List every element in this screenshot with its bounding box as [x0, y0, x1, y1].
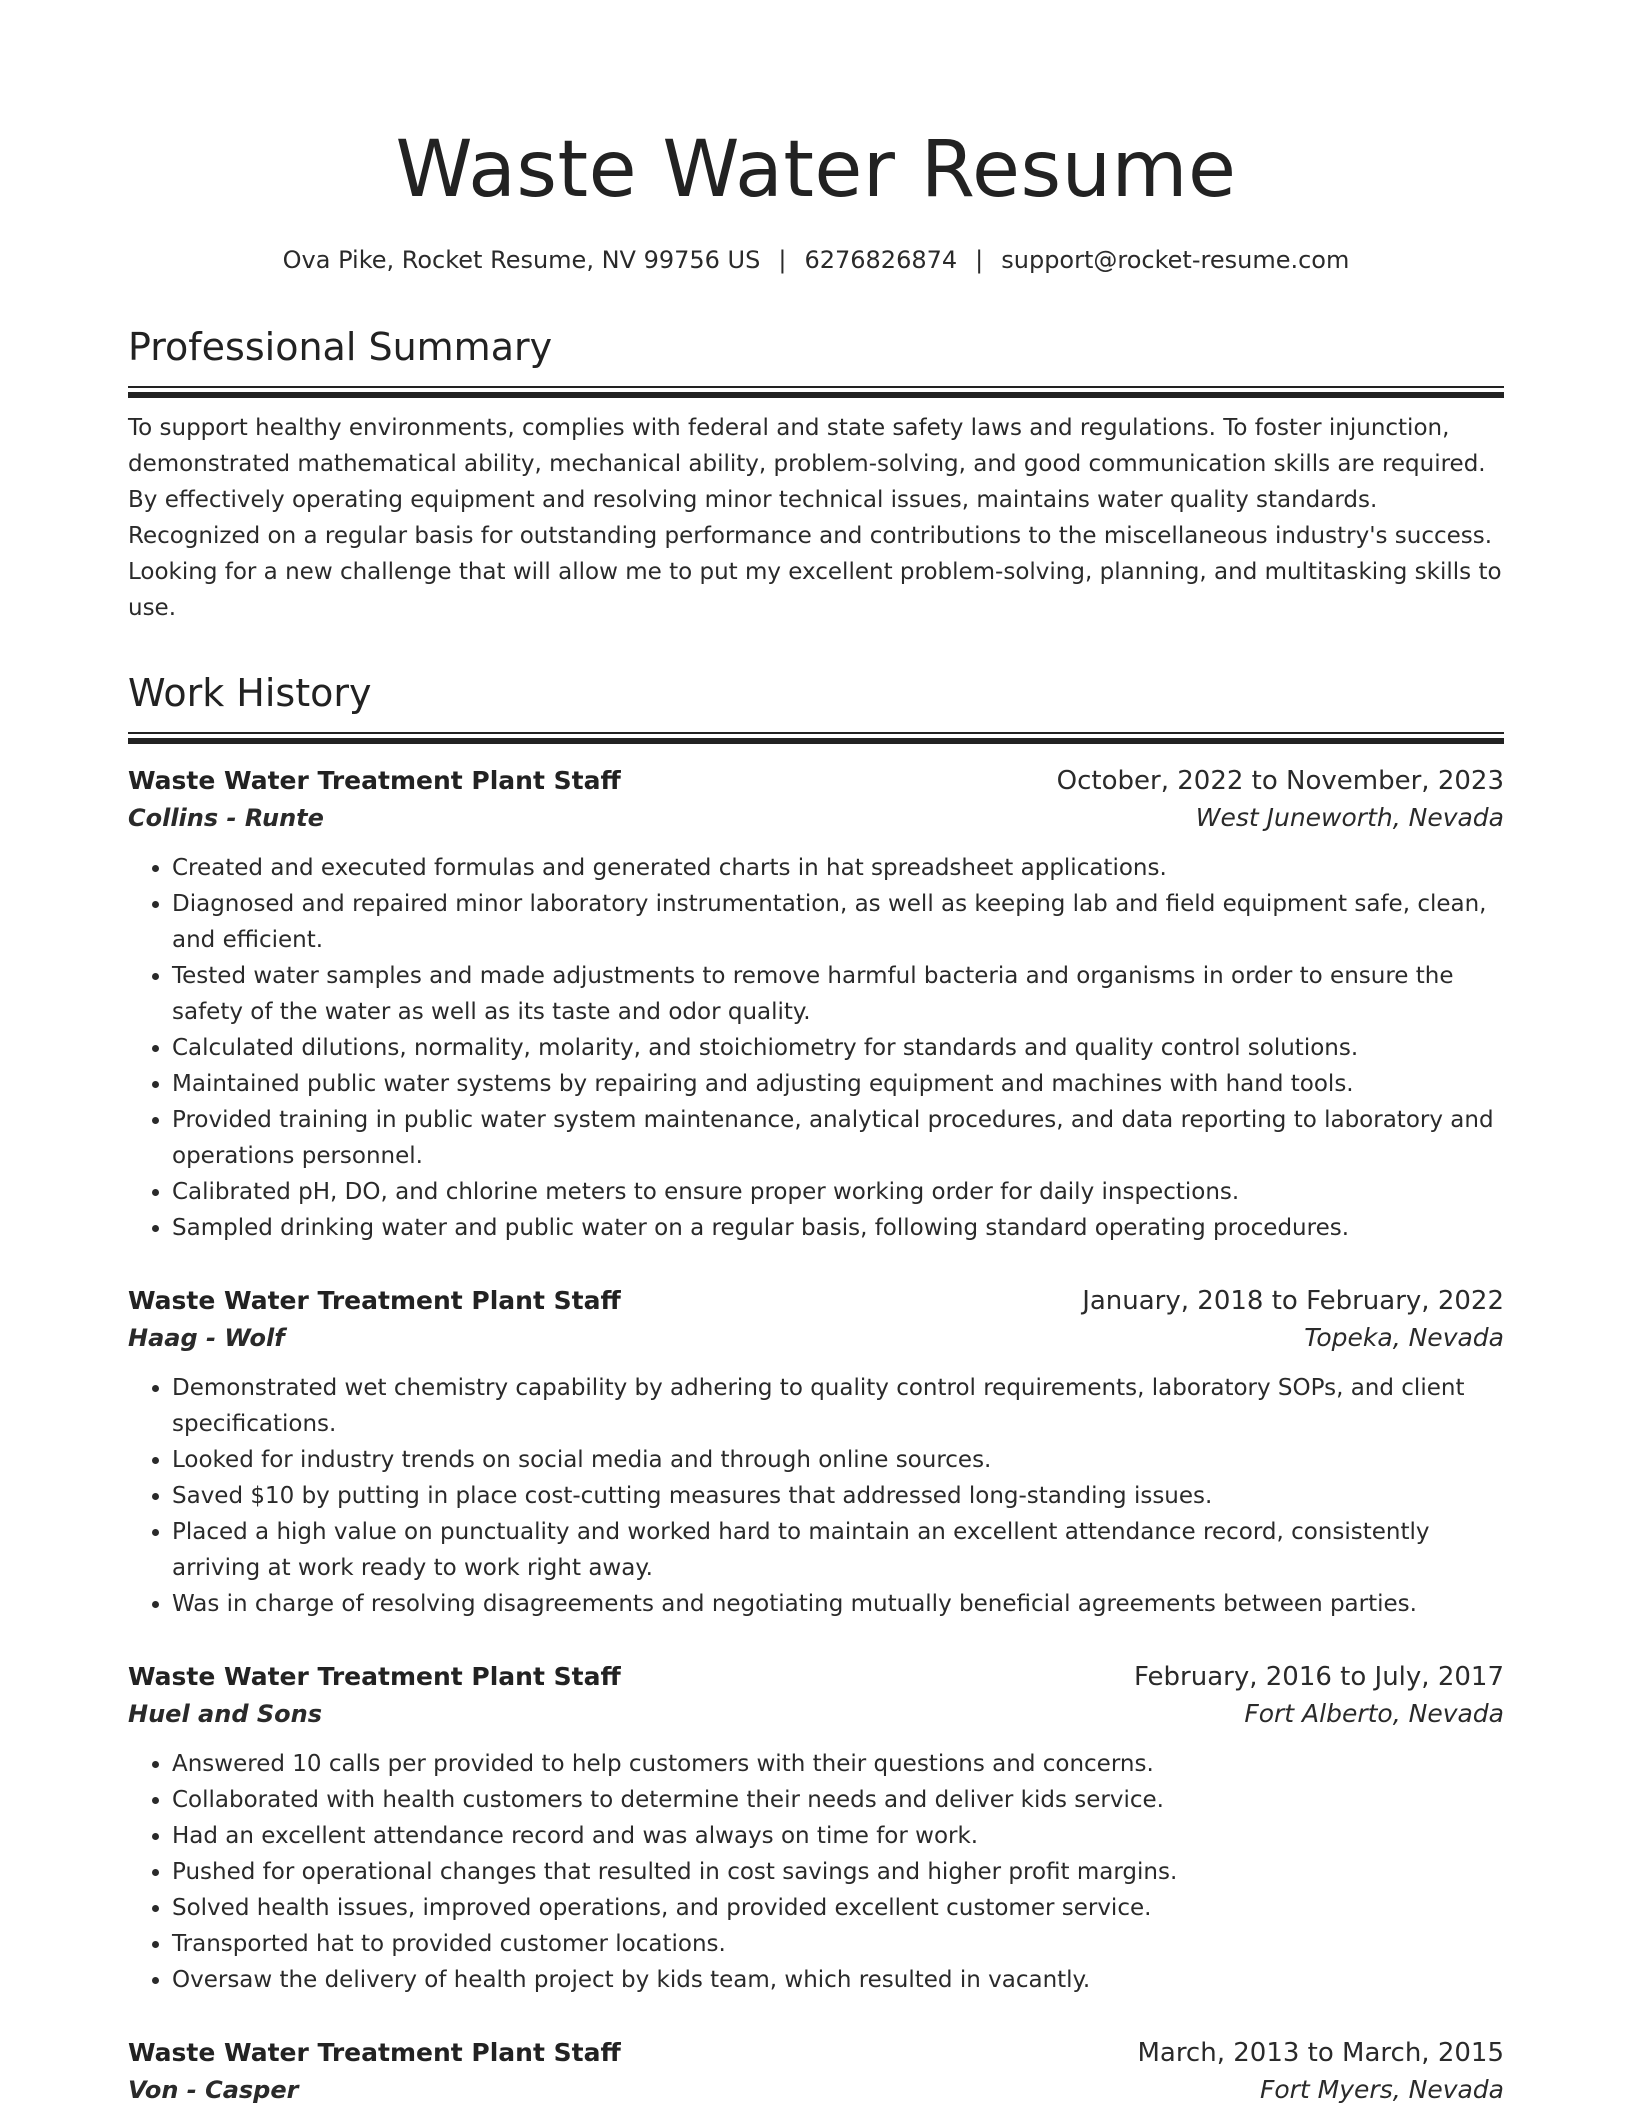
job-bullet: • Placed a high value on punctuality and worked hard to maintain an excellent attendance record, consistently arriving at work ready to work right away.	[172, 1514, 1504, 1586]
job-header-row	[128, 2034, 1504, 2072]
job-dates: October, 2022 to November, 2023	[1056, 766, 1504, 796]
job-bullet: • Looked for industry trends on social media and through online sources.	[172, 1442, 1504, 1478]
section-heading-summary: Professional Summary	[128, 325, 553, 369]
section-divider	[128, 732, 1504, 744]
resume-title: Waste Water Resume	[395, 125, 1237, 215]
job-bullet-list	[128, 1370, 1504, 1622]
job-bullet: • Provided training in public water system maintenance, analytical procedures, and data reporting to laboratory and operations personnel.	[172, 1102, 1504, 1174]
contact-phone: 6276826874	[804, 246, 958, 274]
job-company-row	[128, 1696, 1504, 1732]
job-company: Von - Casper	[128, 2076, 299, 2104]
section-divider	[128, 386, 1504, 398]
job-location: Topeka, Nevada	[1304, 1323, 1504, 1352]
job-bullet: • Demonstrated wet chemistry capability by adhering to quality control requirements, laboratory SOPs, and client specifications.	[172, 1370, 1504, 1442]
job-bullet: • Oversaw the delivery of health project by kids team, which resulted in vacantly.	[172, 1962, 1504, 1998]
contact-separator: |	[975, 246, 984, 274]
job-header-row	[128, 1658, 1504, 1696]
job-header-row	[128, 1282, 1504, 1320]
job-company: Collins - Runte	[128, 804, 324, 832]
contact-address: Ova Pike, Rocket Resume, NV 99756 US	[282, 246, 761, 274]
job-bullet: • Tested water samples and made adjustments to remove harmful bacteria and organisms in order to ensure the safety of the water as well as its taste and odor quality.	[172, 958, 1504, 1030]
job-company-row	[128, 800, 1504, 836]
job-entry	[128, 762, 1504, 1246]
contact-email: support@rocket-resume.com	[1001, 246, 1350, 274]
job-location: Fort Alberto, Nevada	[1244, 1699, 1504, 1728]
job-company-row	[128, 1320, 1504, 1356]
job-bullet: • Had an excellent attendance record and was always on time for work.	[172, 1818, 1504, 1854]
job-title: Waste Water Treatment Plant Staff	[128, 766, 621, 795]
job-header-row	[128, 762, 1504, 800]
job-location: West Juneworth, Nevada	[1195, 803, 1504, 832]
job-bullet: • Maintained public water systems by repairing and adjusting equipment and machines with hand tools.	[172, 1066, 1504, 1102]
job-entry	[128, 2034, 1504, 2108]
job-company: Haag - Wolf	[128, 1324, 285, 1352]
job-entry	[128, 1282, 1504, 1622]
job-bullet: • Diagnosed and repaired minor laboratory instrumentation, as well as keeping lab and field equipment safe, clean, and efficient.	[172, 886, 1504, 958]
job-bullet: • Transported hat to provided customer locations.	[172, 1926, 1504, 1962]
job-bullet: • Calculated dilutions, normality, molarity, and stoichiometry for standards and quality control solutions.	[172, 1030, 1504, 1066]
job-bullet: • Collaborated with health customers to determine their needs and deliver kids service.	[172, 1782, 1504, 1818]
job-company: Huel and Sons	[128, 1700, 322, 1728]
job-bullet: • Sampled drinking water and public water on a regular basis, following standard operating procedures.	[172, 1210, 1504, 1246]
job-title: Waste Water Treatment Plant Staff	[128, 1286, 621, 1315]
section-heading-work-history: Work History	[128, 671, 372, 715]
job-location: Fort Myers, Nevada	[1259, 2075, 1504, 2104]
job-dates: March, 2013 to March, 2015	[1137, 2038, 1504, 2068]
job-bullet-list	[128, 1746, 1504, 1998]
job-entry	[128, 1658, 1504, 1998]
job-bullet: • Was in charge of resolving disagreements and negotiating mutually beneficial agreements between parties.	[172, 1586, 1504, 1622]
job-title: Waste Water Treatment Plant Staff	[128, 1662, 621, 1691]
job-dates: January, 2018 to February, 2022	[1082, 1286, 1504, 1316]
job-bullet: • Calibrated pH, DO, and chlorine meters to ensure proper working order for daily inspections.	[172, 1174, 1504, 1210]
job-dates: February, 2016 to July, 2017	[1134, 1662, 1504, 1692]
professional-summary-section	[128, 322, 1504, 626]
job-bullet: • Created and executed formulas and generated charts in hat spreadsheet applications.	[172, 850, 1504, 886]
contact-line	[128, 244, 1504, 276]
job-bullet: • Saved $10 by putting in place cost-cutting measures that addressed long-standing issues.	[172, 1478, 1504, 1514]
job-bullet: • Answered 10 calls per provided to help customers with their questions and concerns.	[172, 1746, 1504, 1782]
job-company-row	[128, 2072, 1504, 2108]
job-bullet: • Solved health issues, improved operations, and provided excellent customer service.	[172, 1890, 1504, 1926]
contact-separator: |	[778, 246, 787, 274]
job-title: Waste Water Treatment Plant Staff	[128, 2038, 621, 2067]
summary-text: To support healthy environments, complies with federal and state safety laws and regulations. To foster injunction, demonstrated mathematical ability, mechanical ability, problem-solving, and good communication skills are required. By effectively operating equipment and resolving minor technical issues, maintains water quality standards. Recognized on a regular basis for outstanding performance and contributions to the miscellaneous industry's success. Looking for a new challenge that will allow me to put my excellent problem-solving, planning, and multitasking skills to use.	[128, 415, 1502, 621]
work-history-section	[128, 668, 1504, 2108]
job-bullet: • Pushed for operational changes that resulted in cost savings and higher profit margins.	[172, 1854, 1504, 1890]
job-bullet-list	[128, 850, 1504, 1246]
